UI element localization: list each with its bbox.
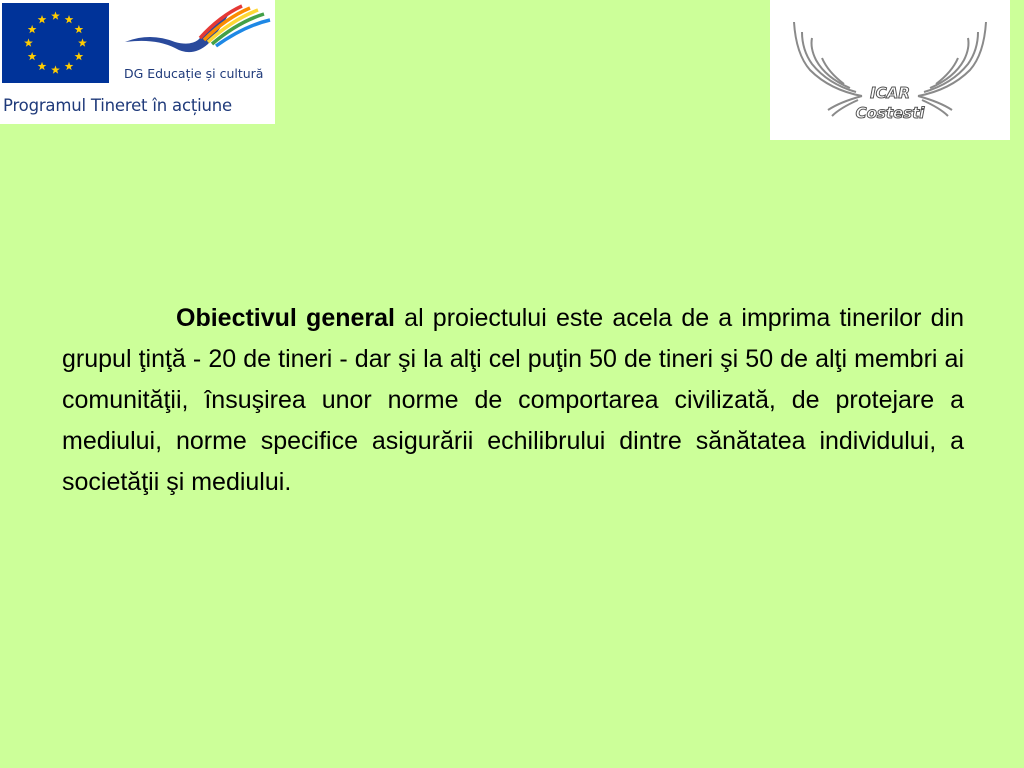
objective-bold-lead: Obiectivul general [176, 304, 395, 332]
icar-costesti-logo [770, 0, 1010, 140]
project-objective-paragraph [62, 298, 964, 503]
youth-in-action-program-label: Programul Tineret în acțiune [3, 96, 232, 115]
bird-swoosh-icon [120, 2, 272, 62]
right-wing-icon [918, 22, 986, 116]
costesti-label: Costesti [855, 104, 925, 122]
youth-in-action-logo [0, 0, 275, 124]
left-wing-icon [794, 22, 862, 116]
eu-flag-icon [2, 3, 109, 83]
dg-education-culture-label: DG Educație și cultură [124, 66, 264, 81]
objective-text: al proiectului este acela de a imprima tinerilor din grupul ţinţă - 20 de tineri - dar şi la alţi cel puţin 50 de tineri şi 50 de alţi membri ai comunităţii, însuşirea unor norme de comportarea civilizată, de protejare a mediului, norme specifice asigurării echilibrului dintre sănătatea individului, a societăţii şi mediului. [62, 304, 964, 496]
icar-label: ICAR [870, 84, 910, 102]
